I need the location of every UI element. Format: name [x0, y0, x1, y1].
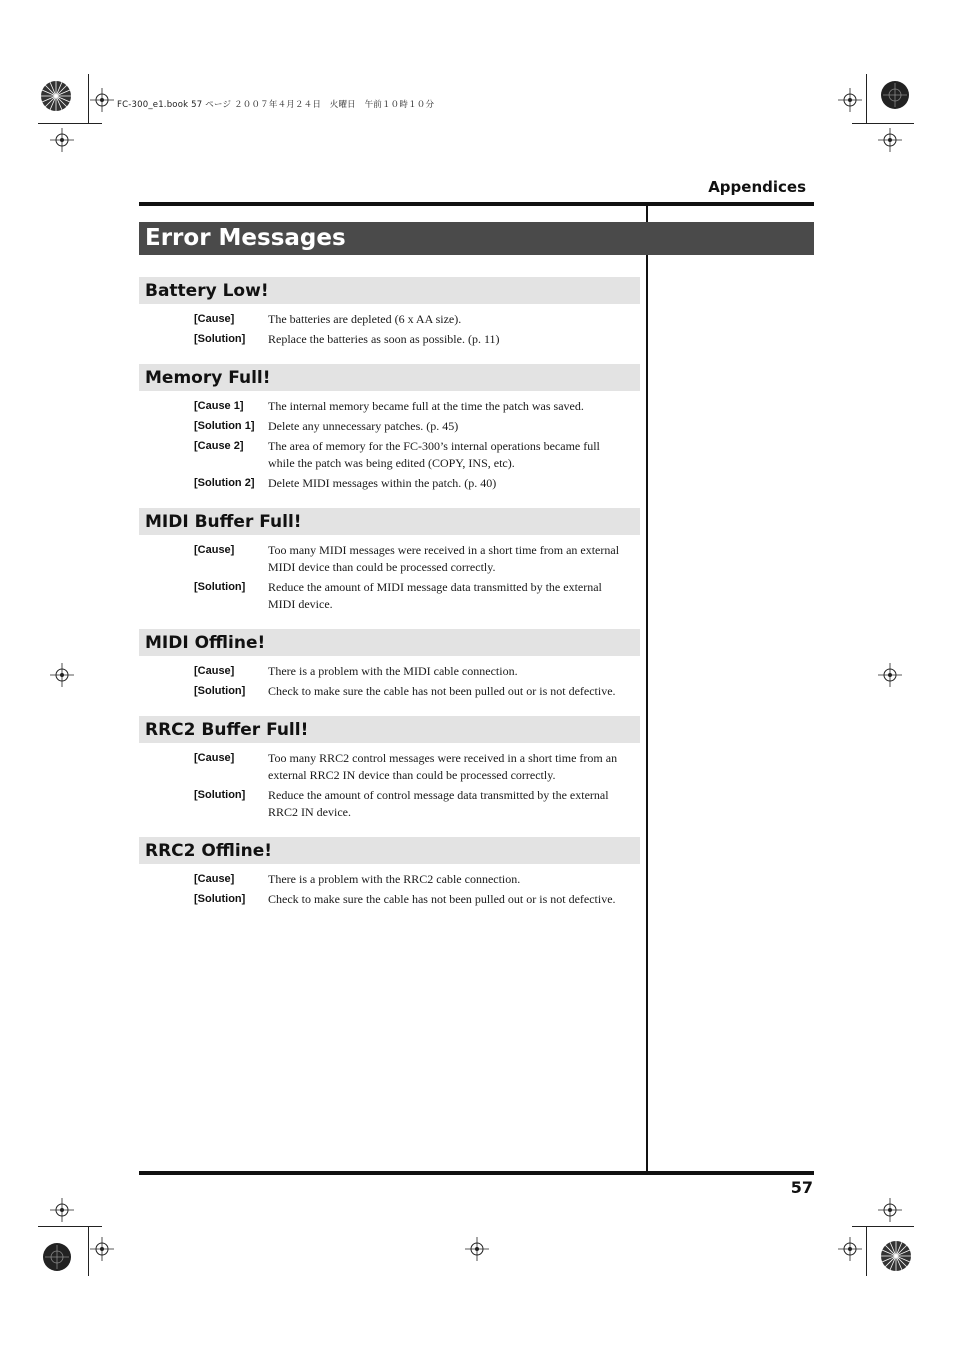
section-memory-full	[139, 364, 640, 492]
entry-row	[194, 663, 640, 680]
entry-text: Replace the batteries as soon as possible. (p. 11)	[268, 332, 500, 346]
entry-label: [Cause 2]	[194, 440, 244, 452]
entry-label: [Solution]	[194, 581, 246, 593]
crop-line	[38, 1226, 102, 1227]
crop-line	[852, 123, 914, 124]
page-number: 57	[790, 1178, 813, 1197]
section-heading: RRC2 Offline!	[139, 837, 640, 864]
entry-text: Too many MIDI messages were received in a short time from an external MIDI device than could be processed correctly.	[268, 543, 620, 574]
crosshair-mark-bottom-left-a	[50, 1198, 74, 1222]
entry-row	[194, 683, 640, 700]
section-heading: Memory Full!	[139, 364, 640, 391]
section-heading: MIDI Buffer Full!	[139, 508, 640, 535]
entry-row	[194, 891, 640, 908]
section-heading: MIDI Offline!	[139, 629, 640, 656]
entry-label: [Solution]	[194, 685, 246, 697]
entry-label: [Cause]	[194, 752, 235, 764]
entry-text: Delete MIDI messages within the patch. (p. 40)	[268, 476, 497, 490]
section-battery-low	[139, 277, 640, 348]
entry-label: [Cause]	[194, 665, 235, 677]
section-rrc2-offline	[139, 837, 640, 908]
entry-row	[194, 418, 640, 435]
entry-text: Too many RRC2 control messages were received in a short time from an external RRC2 IN device than could be processed correctly.	[268, 751, 618, 782]
entry-row	[194, 750, 640, 784]
crosshair-mark-top-left-a	[90, 88, 114, 112]
crosshair-mark-top-left-b	[50, 128, 74, 152]
entry-label: [Solution]	[194, 789, 246, 801]
crop-line	[866, 74, 867, 124]
entry-row	[194, 475, 640, 492]
crosshair-mark-middle-left	[50, 663, 74, 687]
section-label: Appendices	[708, 178, 806, 196]
bottom-rule	[139, 1171, 814, 1175]
section-rrc2-buffer-full	[139, 716, 640, 821]
section-midi-offline	[139, 629, 640, 700]
entry-text: The internal memory became full at the time the patch was saved.	[268, 399, 584, 413]
entry-row	[194, 787, 640, 821]
entry-row	[194, 311, 640, 328]
entry-row	[194, 542, 640, 576]
column-divider	[646, 206, 648, 1171]
registration-starburst-top-left	[40, 80, 72, 112]
entry-text: Reduce the amount of control message data transmitted by the external RRC2 IN device.	[268, 788, 609, 819]
entry-label: [Solution 2]	[194, 477, 255, 489]
crosshair-mark-bottom-right-a	[838, 1237, 862, 1261]
crop-line	[38, 123, 102, 124]
entry-label: [Cause 1]	[194, 400, 244, 412]
registration-target-top-right	[880, 80, 910, 110]
entry-text: The batteries are depleted (6 x AA size).	[268, 312, 462, 326]
entry-label: [Solution]	[194, 893, 246, 905]
registration-starburst-bottom-right	[880, 1240, 912, 1272]
entry-text: Check to make sure the cable has not been pulled out or is not defective.	[268, 684, 616, 698]
error-message-list	[139, 277, 640, 924]
top-rule	[139, 202, 814, 206]
crop-line	[852, 1226, 914, 1227]
crosshair-mark-bottom-center	[465, 1237, 489, 1261]
entry-label: [Cause]	[194, 313, 235, 325]
crosshair-mark-top-right-b	[878, 128, 902, 152]
entry-row	[194, 438, 640, 472]
entry-text: There is a problem with the MIDI cable connection.	[268, 664, 518, 678]
entry-row	[194, 331, 640, 348]
section-heading: Battery Low!	[139, 277, 640, 304]
entry-row	[194, 871, 640, 888]
entry-row	[194, 398, 640, 415]
crosshair-mark-bottom-left-b	[90, 1237, 114, 1261]
page-title: Error Messages	[145, 225, 346, 251]
entry-label: [Cause]	[194, 873, 235, 885]
print-info: FC-300_e1.book 57 ページ ２００７年４月２４日 火曜日 午前１０時１０分	[117, 100, 435, 110]
crop-line	[88, 74, 89, 124]
section-midi-buffer-full	[139, 508, 640, 613]
crosshair-mark-middle-right	[878, 663, 902, 687]
entry-text: Check to make sure the cable has not been pulled out or is not defective.	[268, 892, 616, 906]
entry-label: [Solution]	[194, 333, 246, 345]
crosshair-mark-bottom-right-b	[878, 1198, 902, 1222]
page-title-bar	[139, 222, 814, 255]
entry-label: [Solution 1]	[194, 420, 255, 432]
entry-text: Reduce the amount of MIDI message data transmitted by the external MIDI device.	[268, 580, 602, 611]
registration-target-bottom-left	[42, 1242, 72, 1272]
crosshair-mark-top-right-a	[838, 88, 862, 112]
entry-row	[194, 579, 640, 613]
entry-label: [Cause]	[194, 544, 235, 556]
entry-text: The area of memory for the FC-300’s internal operations became full while the patch was being edited (COPY, INS, etc).	[268, 439, 600, 470]
crop-line	[866, 1226, 867, 1276]
crop-line	[88, 1226, 89, 1276]
section-heading: RRC2 Buffer Full!	[139, 716, 640, 743]
entry-text: Delete any unnecessary patches. (p. 45)	[268, 419, 459, 433]
entry-text: There is a problem with the RRC2 cable connection.	[268, 872, 521, 886]
